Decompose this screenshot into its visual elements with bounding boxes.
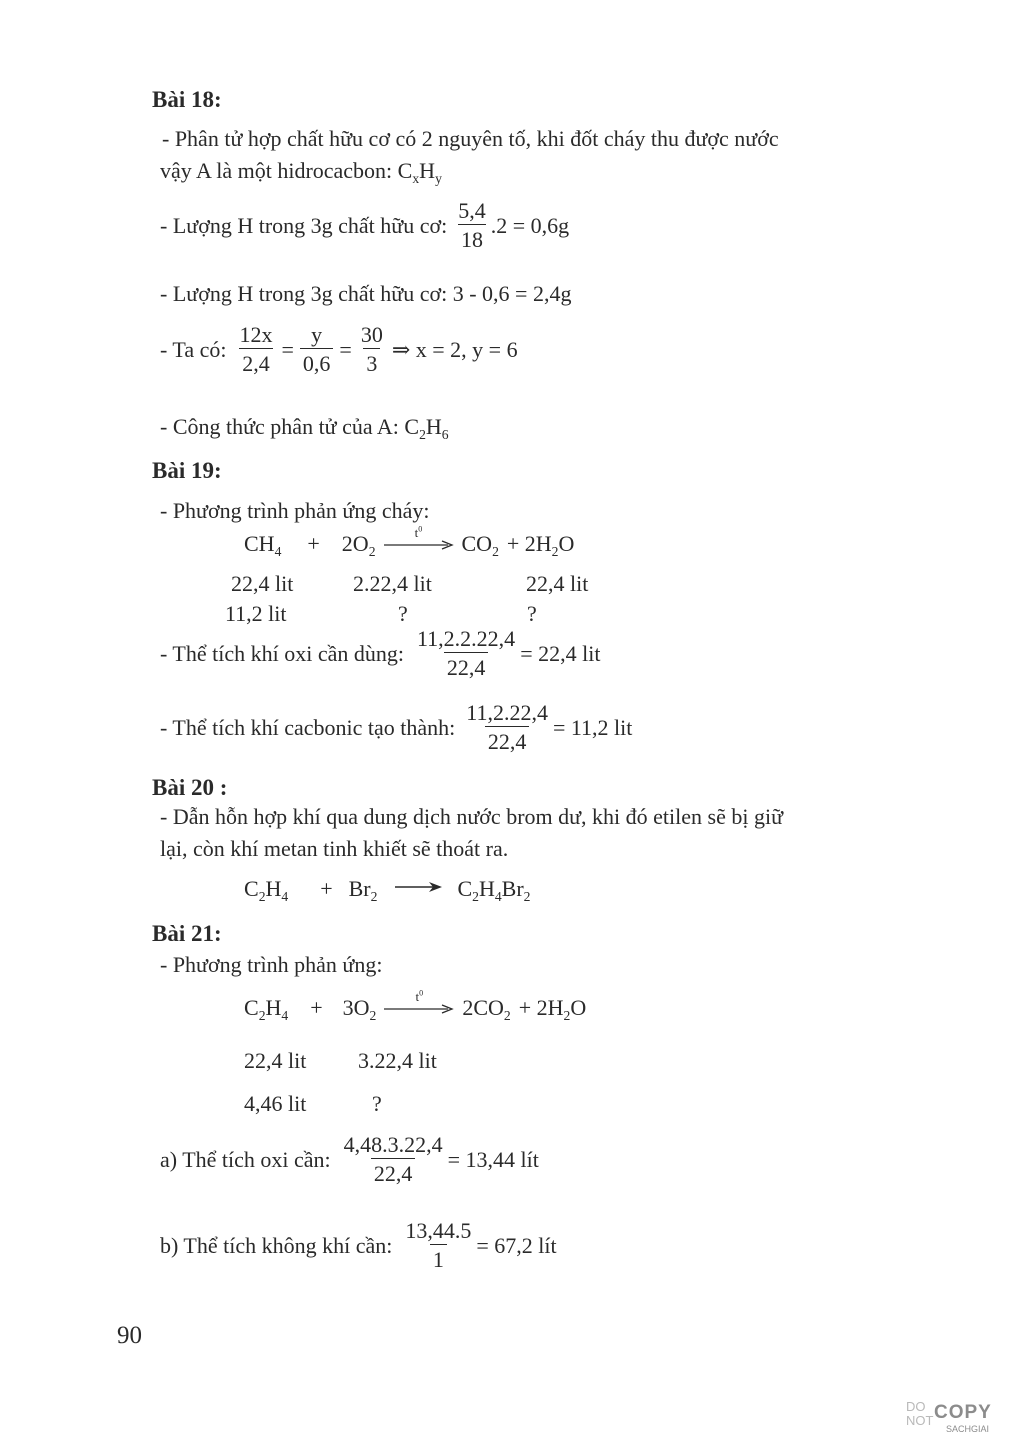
bai21-line1: - Phương trình phản ứng:	[160, 952, 383, 977]
bai21-row3-c2: ?	[372, 1091, 382, 1116]
bai20-equation: $C_2H_4$ + $Br_2$ $C_2H_4Br_2$	[244, 876, 531, 904]
bai21-row2-c2: 3.22,4 lit	[358, 1048, 437, 1073]
bai19-equation: $CH_4$ + $2O_2$ $t^0$ $CO_2$ + $2H_2O$	[244, 524, 575, 559]
bai21-equation: $C_2H_4$ + $3O_2$ $t^0$ $2CO_2$ + $2H_2O$	[244, 988, 587, 1023]
bai19-row2-c2: 2.22,4 lit	[353, 571, 432, 596]
bai19-oxygen-volume: - Thể tích khí oxi cần dùng: $\frac{11,2.2.22,4}{22,4}$ = 22,4 lit	[160, 626, 601, 680]
bai18-line1: - Phân tử hợp chất hữu cơ có 2 nguyên tố, khi đốt cháy thu được nước	[162, 126, 779, 151]
bai18-line2: vậy A là một hidrocacbon: $C_xH_y$	[160, 158, 442, 186]
bai19-row3-c2: ?	[398, 601, 408, 626]
fraction: $\frac{11,2.2.22,4}{22,4}$	[417, 626, 516, 680]
fraction: $\frac{11,2.22,4}{22,4}$	[466, 700, 548, 754]
bai18-carbon-mass: - Lượng H trong 3g chất hữu cơ: 3 - 0,6 = 2,4g	[160, 281, 572, 306]
reaction-arrow	[395, 875, 443, 897]
bai19-row2-c1: 22,4 lit	[231, 571, 294, 596]
fraction: $\frac{13,44.5}{1}$	[405, 1218, 472, 1272]
bai21-air-volume: b) Thể tích không khí cần: $\frac{13,44.5}{1}$ = 67,2 lít	[160, 1218, 557, 1272]
fraction: $\frac{30}{3}$	[360, 322, 383, 376]
reaction-arrow: $t^0$	[384, 990, 454, 1014]
fraction: $\frac{4,48.3.22,4}{22,4}$	[343, 1132, 443, 1186]
bai19-row3-c3: ?	[527, 601, 537, 626]
bai20-line2: lại, còn khí metan tinh khiết sẽ thoát ra.	[160, 836, 509, 861]
bai19-row3-c1: 11,2 lit	[225, 601, 287, 626]
bai20-line1: - Dẫn hỗn hợp khí qua dung dịch nước brom dư, khi đó etilen sẽ bị giữ	[160, 804, 784, 829]
bai19-row2-c3: 22,4 lit	[526, 571, 589, 596]
reaction-arrow: $t^0$	[384, 526, 454, 550]
bai21-row3-c1: 4,46 lit	[244, 1091, 307, 1116]
bai19-title: Bài 19:	[152, 458, 222, 483]
bai21-title: Bài 21:	[152, 921, 222, 946]
bai18-title: Bài 18:	[152, 87, 222, 112]
watermark-do-not: DO NOT	[906, 1399, 934, 1428]
fraction: $\frac{5,4}{18}$	[458, 198, 486, 252]
bai21-row2-c1: 22,4 lit	[244, 1048, 307, 1073]
bai20-title: Bài 20 :	[152, 775, 228, 800]
watermark-copy: COPY	[934, 1402, 992, 1423]
do-not-copy-watermark	[906, 1398, 1006, 1440]
fraction: $\frac{y}{0,6}$	[300, 324, 334, 375]
fraction: $\frac{12x}{2,4}$	[239, 322, 273, 376]
bai18-ratio: - Ta có: $\frac{12x}{2,4}$ = $\frac{y}{0,6}$ = $\frac{30}{3}$ ⇒ x = 2, y = 6	[160, 322, 518, 376]
bai18-formula: - Công thức phân tử của A: $C_2H_6$	[160, 414, 449, 442]
bai18-hydrogen-mass: - Lượng H trong 3g chất hữu cơ: $\frac{5,4}{18}$ .2 = 0,6g	[160, 198, 570, 252]
page-number: 90	[117, 1322, 142, 1349]
bai19-co2-volume: - Thể tích khí cacbonic tạo thành: $\frac{11,2.22,4}{22,4}$ = 11,2 lit	[160, 700, 633, 754]
bai21-oxygen-volume: a) Thể tích oxi cần: $\frac{4,48.3.22,4}{22,4}$ = 13,44 lít	[160, 1132, 539, 1186]
bai19-line1: - Phương trình phản ứng cháy:	[160, 498, 430, 523]
watermark-sachgiai: SACHGIAI	[946, 1424, 990, 1434]
